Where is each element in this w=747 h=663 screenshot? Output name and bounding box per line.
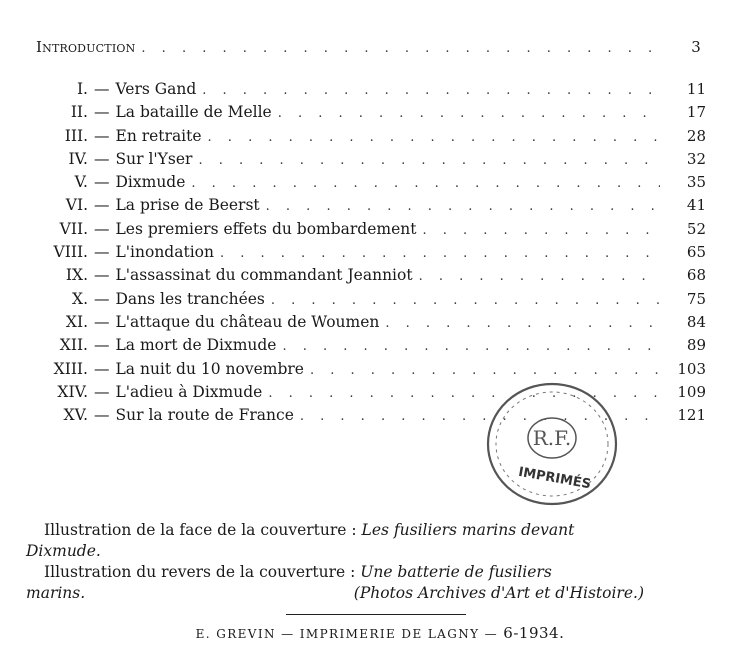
- chapter-title: La mort de Dixmude: [115, 336, 277, 355]
- chapter-title: L'adieu à Dixmude: [115, 382, 263, 401]
- chapter-title: Sur l'Yser: [115, 149, 193, 168]
- chapter-numeral: V.: [74, 173, 88, 192]
- chapter-dash: —: [94, 196, 110, 215]
- back-caption-prefix: Illustration du revers de la couverture :: [44, 563, 361, 581]
- back-cover-caption: [26, 562, 696, 583]
- chapter-page: 17: [686, 103, 706, 122]
- chapter-numeral: XII.: [59, 336, 88, 355]
- toc-chapter-row: [36, 311, 706, 334]
- dot-leader: [266, 195, 660, 218]
- chapter-title: Dixmude: [115, 173, 186, 192]
- chapter-title: La nuit du 10 novembre: [115, 359, 304, 378]
- toc-chapter-row: [36, 148, 706, 171]
- toc-introduction-page: 3: [691, 38, 701, 56]
- back-cover-caption-line2: [26, 583, 696, 604]
- dot-leader: [271, 289, 660, 312]
- chapter-dash: —: [94, 289, 110, 308]
- chapter-title: La prise de Beerst: [115, 196, 260, 215]
- front-cover-caption: [26, 520, 696, 562]
- toc-chapter-row: [36, 194, 706, 217]
- cover-captions: [26, 520, 696, 604]
- chapter-numeral: VIII.: [53, 243, 88, 262]
- chapter-page: 68: [686, 266, 706, 285]
- toc-chapter-row: [36, 218, 706, 241]
- chapter-numeral: XI.: [65, 312, 88, 331]
- dot-leader: [419, 265, 660, 288]
- chapter-numeral: IX.: [65, 266, 88, 285]
- chapter-page: 32: [686, 149, 706, 168]
- back-caption-title-b: marins.: [26, 584, 86, 602]
- dot-leader: [385, 312, 660, 335]
- chapter-page: 52: [686, 219, 706, 238]
- photo-credit: (Photos Archives d'Art et d'Histoire.): [353, 584, 644, 602]
- chapter-page: 28: [686, 126, 706, 145]
- dot-leader: [141, 41, 655, 56]
- chapter-numeral: VI.: [65, 196, 88, 215]
- chapter-dash: —: [94, 219, 110, 238]
- chapter-dash: —: [94, 149, 110, 168]
- chapter-dash: —: [94, 173, 110, 192]
- chapter-dash: —: [94, 126, 110, 145]
- toc-chapter-row: [36, 101, 706, 124]
- chapter-page: 109: [677, 382, 706, 401]
- dot-leader: [191, 172, 660, 195]
- chapter-page: 65: [686, 243, 706, 262]
- front-caption-title-b: Dixmude.: [26, 542, 101, 560]
- dot-leader: [220, 242, 660, 265]
- imprint-date: 6-1934.: [503, 624, 565, 642]
- chapter-title: L'inondation: [115, 243, 214, 262]
- chapter-numeral: XIII.: [53, 359, 88, 378]
- chapter-dash: —: [94, 312, 110, 331]
- dot-leader: [282, 335, 660, 358]
- chapter-dash: —: [94, 80, 110, 98]
- chapter-numeral: X.: [72, 289, 88, 308]
- table-of-contents: [36, 78, 706, 427]
- toc-introduction-row: [36, 38, 701, 56]
- toc-chapter-row: [36, 78, 706, 101]
- toc-chapter-row: [36, 241, 706, 264]
- chapter-title: Dans les tranchées: [115, 289, 265, 308]
- dot-leader: [202, 79, 660, 102]
- chapter-page: 75: [686, 289, 706, 308]
- toc-chapter-row: [36, 264, 706, 287]
- chapter-dash: —: [94, 103, 110, 122]
- toc-chapter-row: [36, 288, 706, 311]
- chapter-dash: —: [94, 336, 110, 355]
- chapter-title: La bataille de Melle: [115, 103, 272, 122]
- chapter-numeral: IV.: [68, 149, 88, 168]
- divider-rule: [286, 614, 466, 615]
- chapter-page: 103: [677, 359, 706, 378]
- chapter-numeral: XIV.: [57, 382, 88, 401]
- chapter-dash: —: [94, 243, 110, 262]
- toc-introduction-label: Introduction: [36, 38, 136, 56]
- stamp-center-text: R.F.: [532, 426, 572, 450]
- chapter-numeral: VII.: [59, 219, 88, 238]
- chapter-page: 41: [686, 196, 706, 215]
- dot-leader: [208, 126, 660, 149]
- front-caption-prefix: Illustration de la face de la couverture :: [44, 521, 362, 539]
- chapter-title: Vers Gand: [115, 80, 197, 98]
- chapter-title: L'attaque du château de Woumen: [115, 312, 380, 331]
- chapter-dash: —: [94, 382, 110, 401]
- chapter-title: Les premiers effets du bombardement: [115, 219, 417, 238]
- chapter-numeral: III.: [64, 126, 88, 145]
- dot-leader: [422, 219, 660, 242]
- chapter-dash: —: [94, 266, 110, 285]
- printer-imprint: [160, 624, 600, 642]
- chapter-title: En retraite: [115, 126, 202, 145]
- dot-leader: [198, 149, 660, 172]
- stamp-bottom-text: IMPRIMÉS: [517, 464, 593, 493]
- chapter-title: Sur la route de France: [115, 406, 294, 425]
- chapter-numeral: II.: [70, 103, 88, 122]
- chapter-page: 89: [686, 336, 706, 355]
- library-stamp: [482, 378, 622, 510]
- chapter-numeral: XV.: [63, 406, 88, 425]
- chapter-page: 11: [686, 80, 706, 98]
- chapter-page: 84: [686, 312, 706, 331]
- chapter-numeral: I.: [76, 80, 88, 98]
- toc-chapter-row: [36, 171, 706, 194]
- back-caption-title-a: Une batterie de fusiliers: [360, 563, 552, 581]
- imprint-text: E. GREVIN — IMPRIMERIE DE LAGNY —: [195, 627, 504, 641]
- chapter-page: 35: [686, 173, 706, 192]
- chapter-title: L'assassinat du commandant Jeanniot: [115, 266, 413, 285]
- front-caption-title-a: Les fusiliers marins devant: [361, 521, 575, 539]
- toc-chapter-row: [36, 334, 706, 357]
- toc-chapter-row: [36, 125, 706, 148]
- chapter-page: 121: [677, 406, 706, 425]
- chapter-dash: —: [94, 406, 110, 425]
- chapter-dash: —: [94, 359, 110, 378]
- dot-leader: [278, 102, 660, 125]
